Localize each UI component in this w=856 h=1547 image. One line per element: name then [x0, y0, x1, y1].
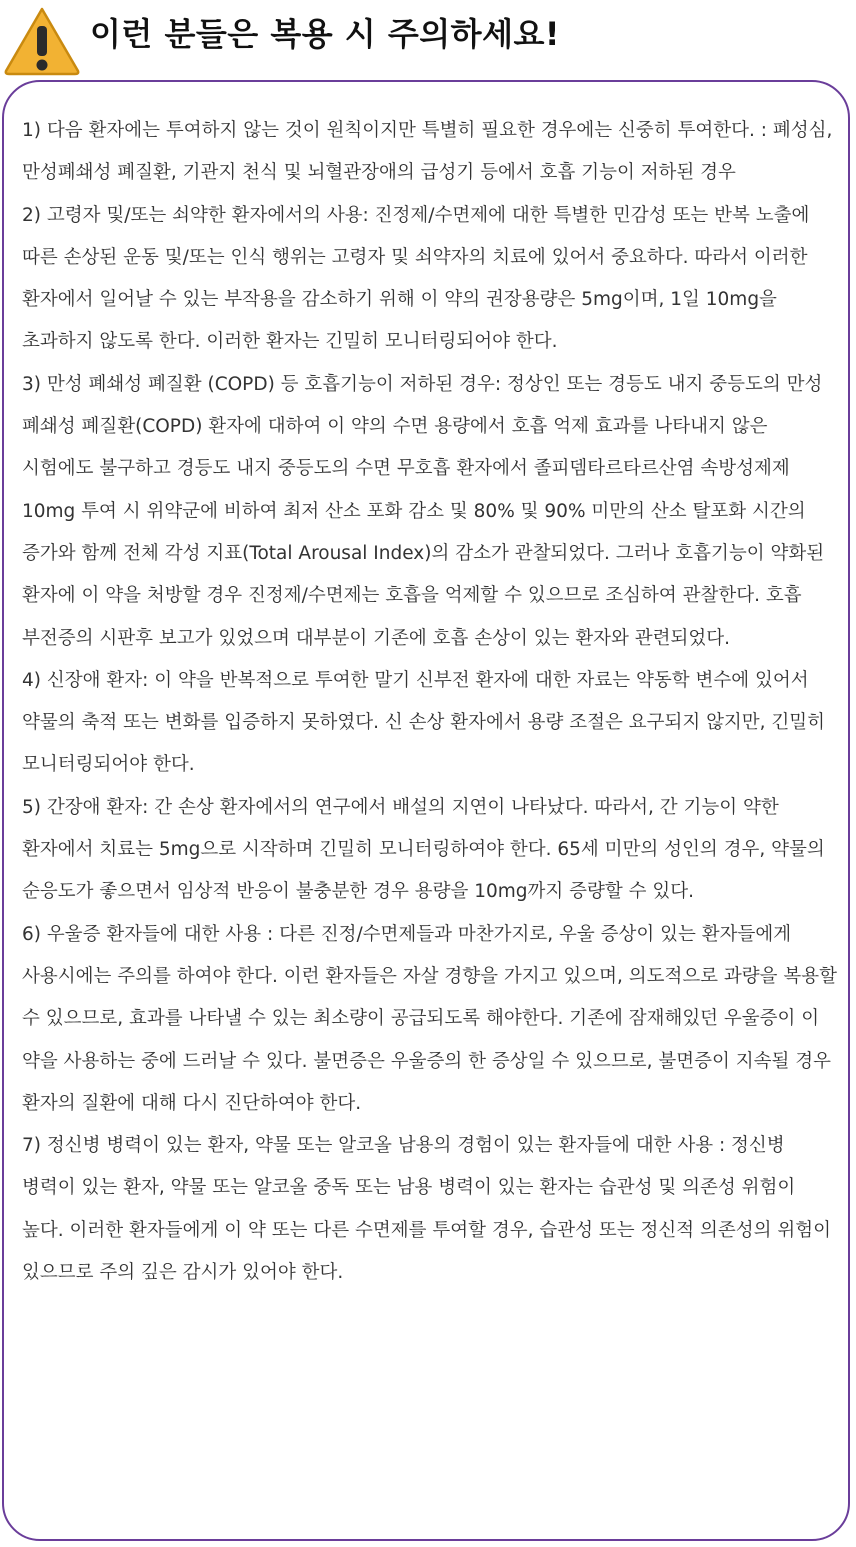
warning-icon	[2, 4, 82, 76]
list-item: 3) 만성 폐쇄성 폐질환 (COPD) 등 호흡기능이 저하된 경우: 정상인 또는 경등도 내지 중등도의 만성 폐쇄성 폐질환(COPD) 환자에 대하여 이 약의 수면 용량에서 호흡 억제 효과를 나타내지 않은 시험에도 불구하고 경등도 내지 중등도의 수면 무호흡 환자에서 졸피뎀타르타르산염 속방성제제 10mg 투여 시 위약군에 비하여 최저 산소 포화 감소 및 80% 및 90% 미만의 산소 탈포화 시간의 증가와 함께 전체 각성 지표(Total Arousal Index)의 감소가 관찰되었다. 그러나 호흡기능이 약화된 환자에 이 약을 처방할 경우 진정제/수면제는 호흡을 억제할 수 있으므로 조심하여 관찰한다. 호흡 부전증의 시판후 보고가 있었으며 대부분이 기존에 호흡 손상이 있는 환자와 관련되었다.	[22, 373, 825, 649]
list-item: 7) 정신병 병력이 있는 환자, 약물 또는 알코올 남용의 경험이 있는 환자들에 대한 사용 : 정신병 병력이 있는 환자, 약물 또는 알코올 중독 또는 남용 병력이 있는 환자는 습관성 및 의존성 위험이 높다. 이러한 환자들에게 이 약 또는 다른 수면제를 투여할 경우, 습관성 또는 정신적 의존성의 위험이 있으므로 주의 깊은 감시가 있어야 한다.	[22, 1135, 831, 1284]
list-item: 5) 간장애 환자: 간 손상 환자에서의 연구에서 배설의 지연이 나타났다. 따라서, 간 기능이 약한 환자에서 치료는 5mg으로 시작하며 긴밀히 모니터링하여야 한다. 65세 미만의 성인의 경우, 약물의 순응도가 좋으면서 임상적 반응이 불충분한 경우 용량을 10mg까지 증량할 수 있다.	[22, 796, 825, 903]
page-title: 이런 분들은 복용 시 주의하세요!	[90, 15, 561, 53]
list-item: 6) 우울증 환자들에 대한 사용 : 다른 진정/수면제들과 마찬가지로, 우울 증상이 있는 환자들에게 사용시에는 주의를 하여야 한다. 이런 환자들은 자살 경향을 가지고 있으며, 의도적으로 과량을 복용할 수 있으므로, 효과를 나타낼 수 있는 최소량이 공급되도록 해야한다. 기존에 잠재해있던 우울증이 이 약을 사용하는 중에 드러날 수 있다. 불면증은 우울증의 한 증상일 수 있으므로, 불면증이 지속될 경우 환자의 질환에 대해 다시 진단하여야 한다.	[22, 923, 838, 1114]
list-item: 4) 신장애 환자: 이 약을 반복적으로 투여한 말기 신부전 환자에 대한 자료는 약동학 변수에 있어서 약물의 축적 또는 변화를 입증하지 못하였다. 신 손상 환자에서 용량 조절은 요구되지 않지만, 긴밀히 모니터링되어야 한다.	[22, 669, 826, 776]
list-item: 2) 고령자 및/또는 쇠약한 환자에서의 사용: 진정제/수면제에 대한 특별한 민감성 또는 반복 노출에 따른 손상된 운동 및/또는 인식 행위는 고령자 및 쇠약자의 치료에 있어서 중요하다. 따라서 이러한 환자에서 일어날 수 있는 부작용을 감소하기 위해 이 약의 권장용량은 5mg이며, 1일 10mg을 초과하지 않도록 한다. 이러한 환자는 긴밀히 모니터링되어야 한다.	[22, 204, 810, 353]
list-item: 1) 다음 환자에는 투여하지 않는 것이 원칙이지만 특별히 필요한 경우에는 신중히 투여한다. : 폐성심, 만성폐쇄성 폐질환, 기관지 천식 및 뇌혈관장애의 급성기 등에서 호흡 기능이 저하된 경우	[22, 120, 833, 184]
header	[0, 0, 856, 80]
precaution-list	[22, 110, 840, 1294]
